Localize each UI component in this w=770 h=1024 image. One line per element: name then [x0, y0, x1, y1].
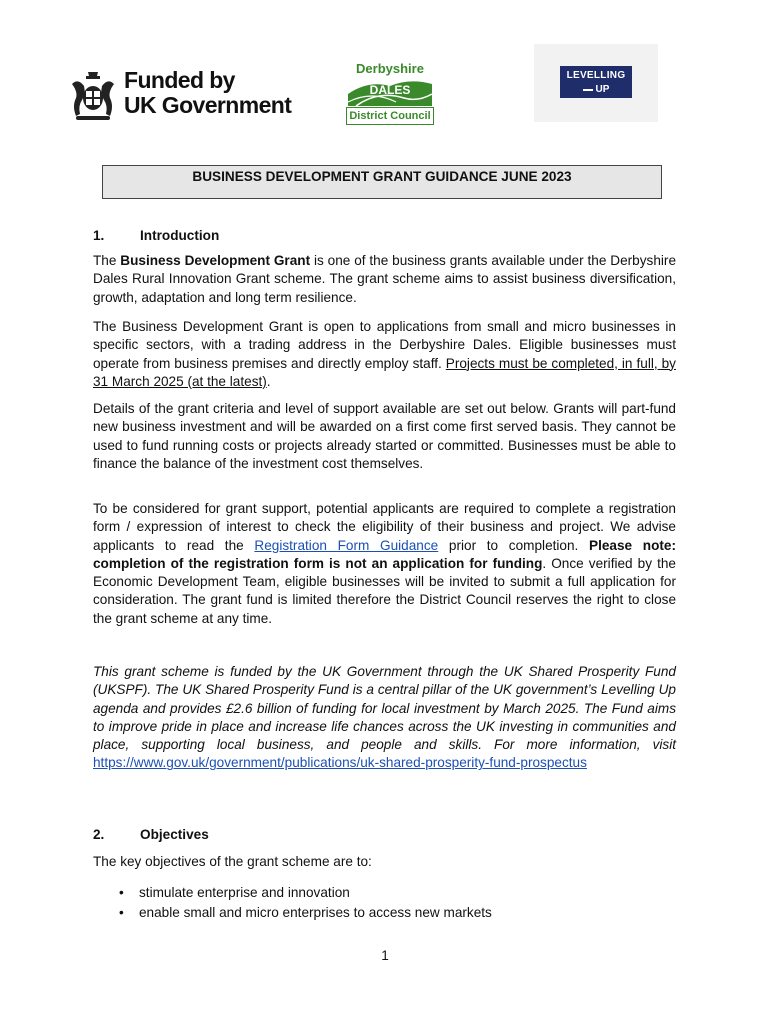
list-item-text: stimulate enterprise and innovation: [139, 885, 350, 900]
ukspf-prospectus-link[interactable]: https://www.gov.uk/government/publications/uk-shared-prosperity-fund-prospectus: [93, 755, 587, 771]
p4-a: To be considered for grant support, potential applicants are required to complete a registration form / expression of interest to check the eligibility of their business and project. We advise applicants to read the: [93, 501, 676, 553]
objectives-list: [93, 883, 676, 923]
dales-hills-icon: [348, 76, 432, 106]
dd-logo-bottom: District Council: [346, 107, 434, 125]
p1-rest: is one of the business grants available under the Derbyshire Dales Rural Innovation Grant scheme. The grant scheme aims to assist business diversification, growth, adaptation and long term resilience.: [93, 253, 676, 305]
section1-heading: Introduction: [140, 228, 220, 243]
intro-paragraph-2: [93, 318, 676, 391]
levelling-up-badge: [560, 66, 632, 98]
uk-government-logo: [68, 68, 298, 126]
royal-crest-icon: [68, 70, 118, 122]
section2-number: 2.: [93, 827, 105, 842]
dd-logo-mid: DALES: [369, 83, 411, 97]
lu-line2-row: [560, 84, 632, 96]
registration-guidance-link[interactable]: Registration Form Guidance: [254, 537, 439, 553]
p1-bold: Business Development Grant: [120, 253, 311, 268]
dd-logo-top: Derbyshire: [356, 61, 424, 76]
section1-number: 1.: [93, 228, 105, 243]
lu-line2: UP: [595, 84, 610, 95]
p4-b: prior to completion.: [438, 537, 590, 553]
list-item-text: enable small and micro enterprises to access new markets: [139, 905, 492, 920]
ukspf-paragraph: [93, 663, 676, 773]
lu-line1: LEVELLING: [566, 70, 626, 81]
list-item: [93, 903, 676, 923]
p5-text: This grant scheme is funded by the UK Government through the UK Shared Prosperity Fund (UKSPF). The UK Shared Prosperity Fund is a central pillar of the UK government’s Levelling Up agenda and provides £2.6 billion of funding for local investment by March 2025. The Fund aims to improve pride in place and increase life chances across the UK investing in communities and place, supporting local business, and people and skills. For more information, visit: [93, 664, 676, 753]
p2-deadline: Projects must be completed, in full, by 31 March 2025 (at the latest): [93, 355, 676, 389]
uk-logo-line2: UK Government: [124, 92, 292, 118]
intro-paragraph-1: [93, 244, 676, 307]
uk-government-logo-text: [124, 68, 291, 118]
p2-end: .: [266, 373, 271, 389]
page-number: 1: [381, 948, 389, 963]
p1-pre: The: [93, 253, 121, 268]
section2-heading: Objectives: [140, 827, 209, 842]
document-title: BUSINESS DEVELOPMENT GRANT GUIDANCE JUNE 2023: [102, 165, 662, 199]
bullet-icon: •: [119, 885, 124, 900]
intro-paragraph-3: Details of the grant criteria and level of support available are set out below. Grants will part-fund new business investment and will be awarded on a first come first served basis. They cannot be used to fund running costs or projects already started or committed. Businesses must be able to finance the balance of the investment cost themselves.: [93, 401, 676, 471]
derbyshire-dales-logo: [344, 62, 436, 128]
lu-dash-left: [583, 89, 593, 91]
p2-text: The Business Development Grant is open to applications from small and micro businesses in specific sectors, with a trading address in the Derbyshire Dales. Eligible businesses must operate from business premises and directly employ staff.: [93, 319, 676, 371]
objectives-intro: The key objectives of the grant scheme are to:: [93, 854, 372, 869]
list-item: [93, 883, 676, 903]
uk-logo-line1: Funded by: [124, 67, 235, 93]
levelling-up-logo: [534, 44, 658, 122]
p4-bold: Please note: completion of the registration form is not an application for funding: [93, 537, 677, 571]
bullet-icon: •: [119, 905, 124, 920]
p4-c: . Once verified by the Economic Development Team, eligible businesses will be invited to submit a full application for consideration. The grant fund is limited therefore the District Council reserves the right to close the grant scheme at any time.: [93, 555, 676, 626]
intro-paragraph-4: [93, 500, 676, 628]
